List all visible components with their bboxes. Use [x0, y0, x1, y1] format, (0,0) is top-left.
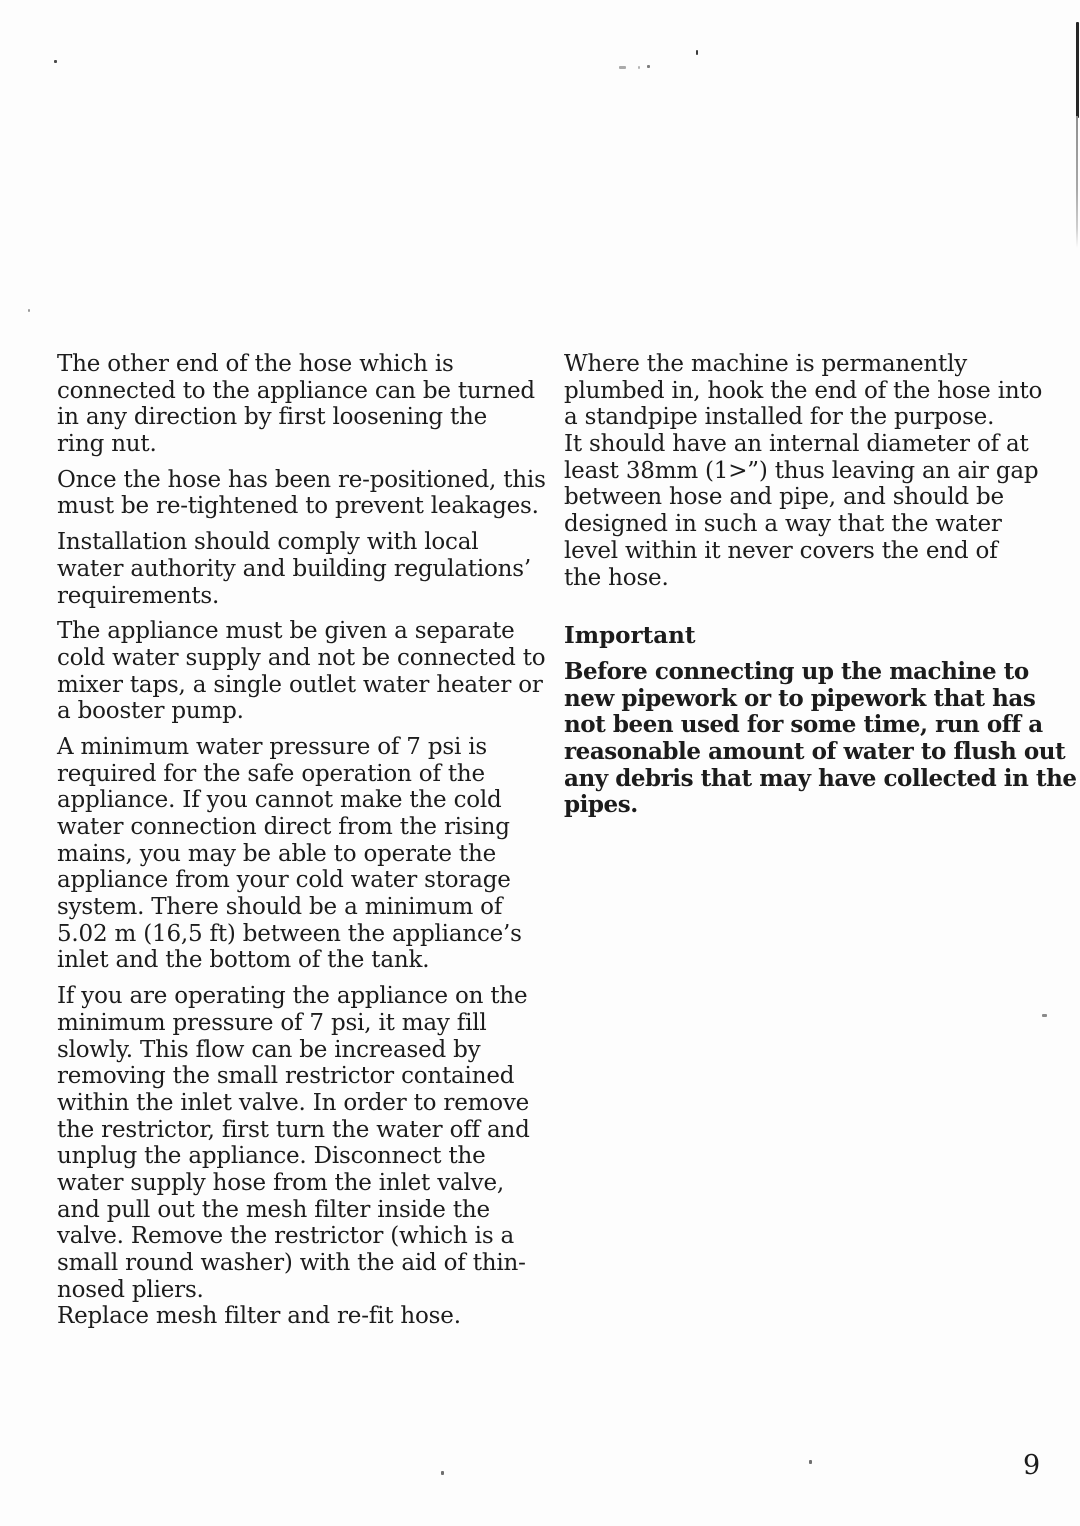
- right-column: [564, 351, 1077, 819]
- text-line: 5.02 m (16,5 ft) between the appliance’s: [57, 920, 522, 947]
- text-line: mains, you may be able to operate the: [57, 840, 496, 867]
- text-line: small round washer) with the aid of thin-: [57, 1250, 526, 1276]
- text-line: reasonable amount of water to flush out: [564, 737, 1066, 765]
- scan-speck: [54, 60, 57, 63]
- text-line: not been used for some time, run off a: [564, 711, 1043, 739]
- text-line: minimum pressure of 7 psi, it may fill: [57, 1009, 487, 1036]
- scan-speck: [696, 50, 698, 55]
- text-line: Replace mesh filter and re-fit hose.: [57, 1303, 461, 1330]
- paragraph-standpipe: [564, 351, 1070, 591]
- text-line: required for the safe operation of the: [57, 760, 485, 787]
- text-line: in any direction by first loosening the: [57, 404, 488, 431]
- paragraph-separate-supply: [57, 618, 553, 725]
- text-line: level within it never covers the end of: [564, 537, 998, 564]
- scan-speck: [441, 1471, 444, 1475]
- scan-speck: [28, 309, 30, 312]
- text-line: mixer taps, a single outlet water heater or: [57, 671, 543, 698]
- paragraph-restrictor: [57, 983, 553, 1303]
- text-line: and pull out the mesh filter inside the: [57, 1196, 490, 1223]
- text-line: Once the hose has been re-positioned, this: [57, 466, 546, 493]
- text-line: the hose.: [564, 564, 669, 591]
- text-line: It should have an internal diameter of at: [564, 431, 1029, 458]
- text-line: ring nut.: [57, 431, 157, 458]
- text-line: water supply hose from the inlet valve,: [57, 1169, 504, 1196]
- text-line: requirements.: [57, 582, 220, 609]
- text-line: A minimum water pressure of 7 psi is: [57, 733, 487, 760]
- left-column: [57, 351, 553, 1330]
- text-line: designed in such a way that the water: [564, 511, 1002, 538]
- text-line: Where the machine is permanently: [564, 351, 968, 377]
- scan-edge-line-fade: [1076, 116, 1078, 248]
- text-line: The appliance must be given a separate: [57, 618, 515, 645]
- text-line: Before connecting up the machine to: [564, 657, 1029, 685]
- important-heading: Important: [564, 622, 696, 650]
- text-line: If you are operating the appliance on the: [57, 983, 528, 1010]
- text-line: slowly. This flow can be increased by: [57, 1036, 481, 1063]
- scan-speck: [619, 66, 626, 69]
- text-line: new pipework or to pipework that has: [564, 684, 1036, 712]
- scan-speck: [1042, 1014, 1047, 1017]
- text-line: cold water supply and not be connected to: [57, 644, 546, 671]
- paragraph-retighten: [57, 467, 553, 520]
- text-line: the restrictor, first turn the water off and: [57, 1116, 530, 1143]
- paragraph-replace-filter: [57, 1303, 553, 1330]
- paragraph-hose-turn: [57, 351, 553, 458]
- scan-speck: [809, 1460, 812, 1464]
- text-line: system. There should be a minimum of: [57, 894, 503, 921]
- text-line: valve. Remove the restrictor (which is a: [57, 1223, 515, 1250]
- text-line: nosed pliers.: [57, 1276, 204, 1303]
- text-line: removing the small restrictor contained: [57, 1063, 515, 1090]
- text-line: pipes.: [564, 791, 638, 819]
- text-line: plumbed in, hook the end of the hose into: [564, 377, 1043, 404]
- scan-edge-line-dark: [1076, 22, 1079, 118]
- text-line: a standpipe installed for the purpose.: [564, 404, 995, 431]
- text-line: unplug the appliance. Disconnect the: [57, 1143, 486, 1170]
- paragraph-regulations: [57, 529, 553, 609]
- text-line: must be re-tightened to prevent leakages.: [57, 493, 539, 520]
- text-line: The other end of the hose which is: [57, 351, 454, 377]
- page-number: 9: [1023, 1450, 1041, 1481]
- text-line: appliance from your cold water storage: [57, 867, 511, 894]
- paragraph-minimum-pressure: [57, 734, 553, 974]
- text-line: a booster pump.: [57, 698, 244, 725]
- text-line: appliance. If you cannot make the cold: [57, 787, 502, 814]
- paragraph-flush-pipes: [564, 657, 1077, 819]
- text-line: inlet and the bottom of the tank.: [57, 947, 430, 974]
- text-line: least 38mm (1>”) thus leaving an air gap: [564, 457, 1039, 484]
- scan-speck: [638, 66, 640, 69]
- text-line: water authority and building regulations’: [57, 555, 532, 582]
- text-line: connected to the appliance can be turned: [57, 377, 535, 404]
- text-line: Installation should comply with local: [57, 529, 479, 556]
- text-line: within the inlet valve. In order to remove: [57, 1089, 530, 1116]
- text-line: any debris that may have collected in the: [564, 764, 1077, 792]
- text-line: water connection direct from the rising: [57, 814, 510, 840]
- scan-speck: [647, 65, 650, 68]
- text-line: between hose and pipe, and should be: [564, 484, 1004, 511]
